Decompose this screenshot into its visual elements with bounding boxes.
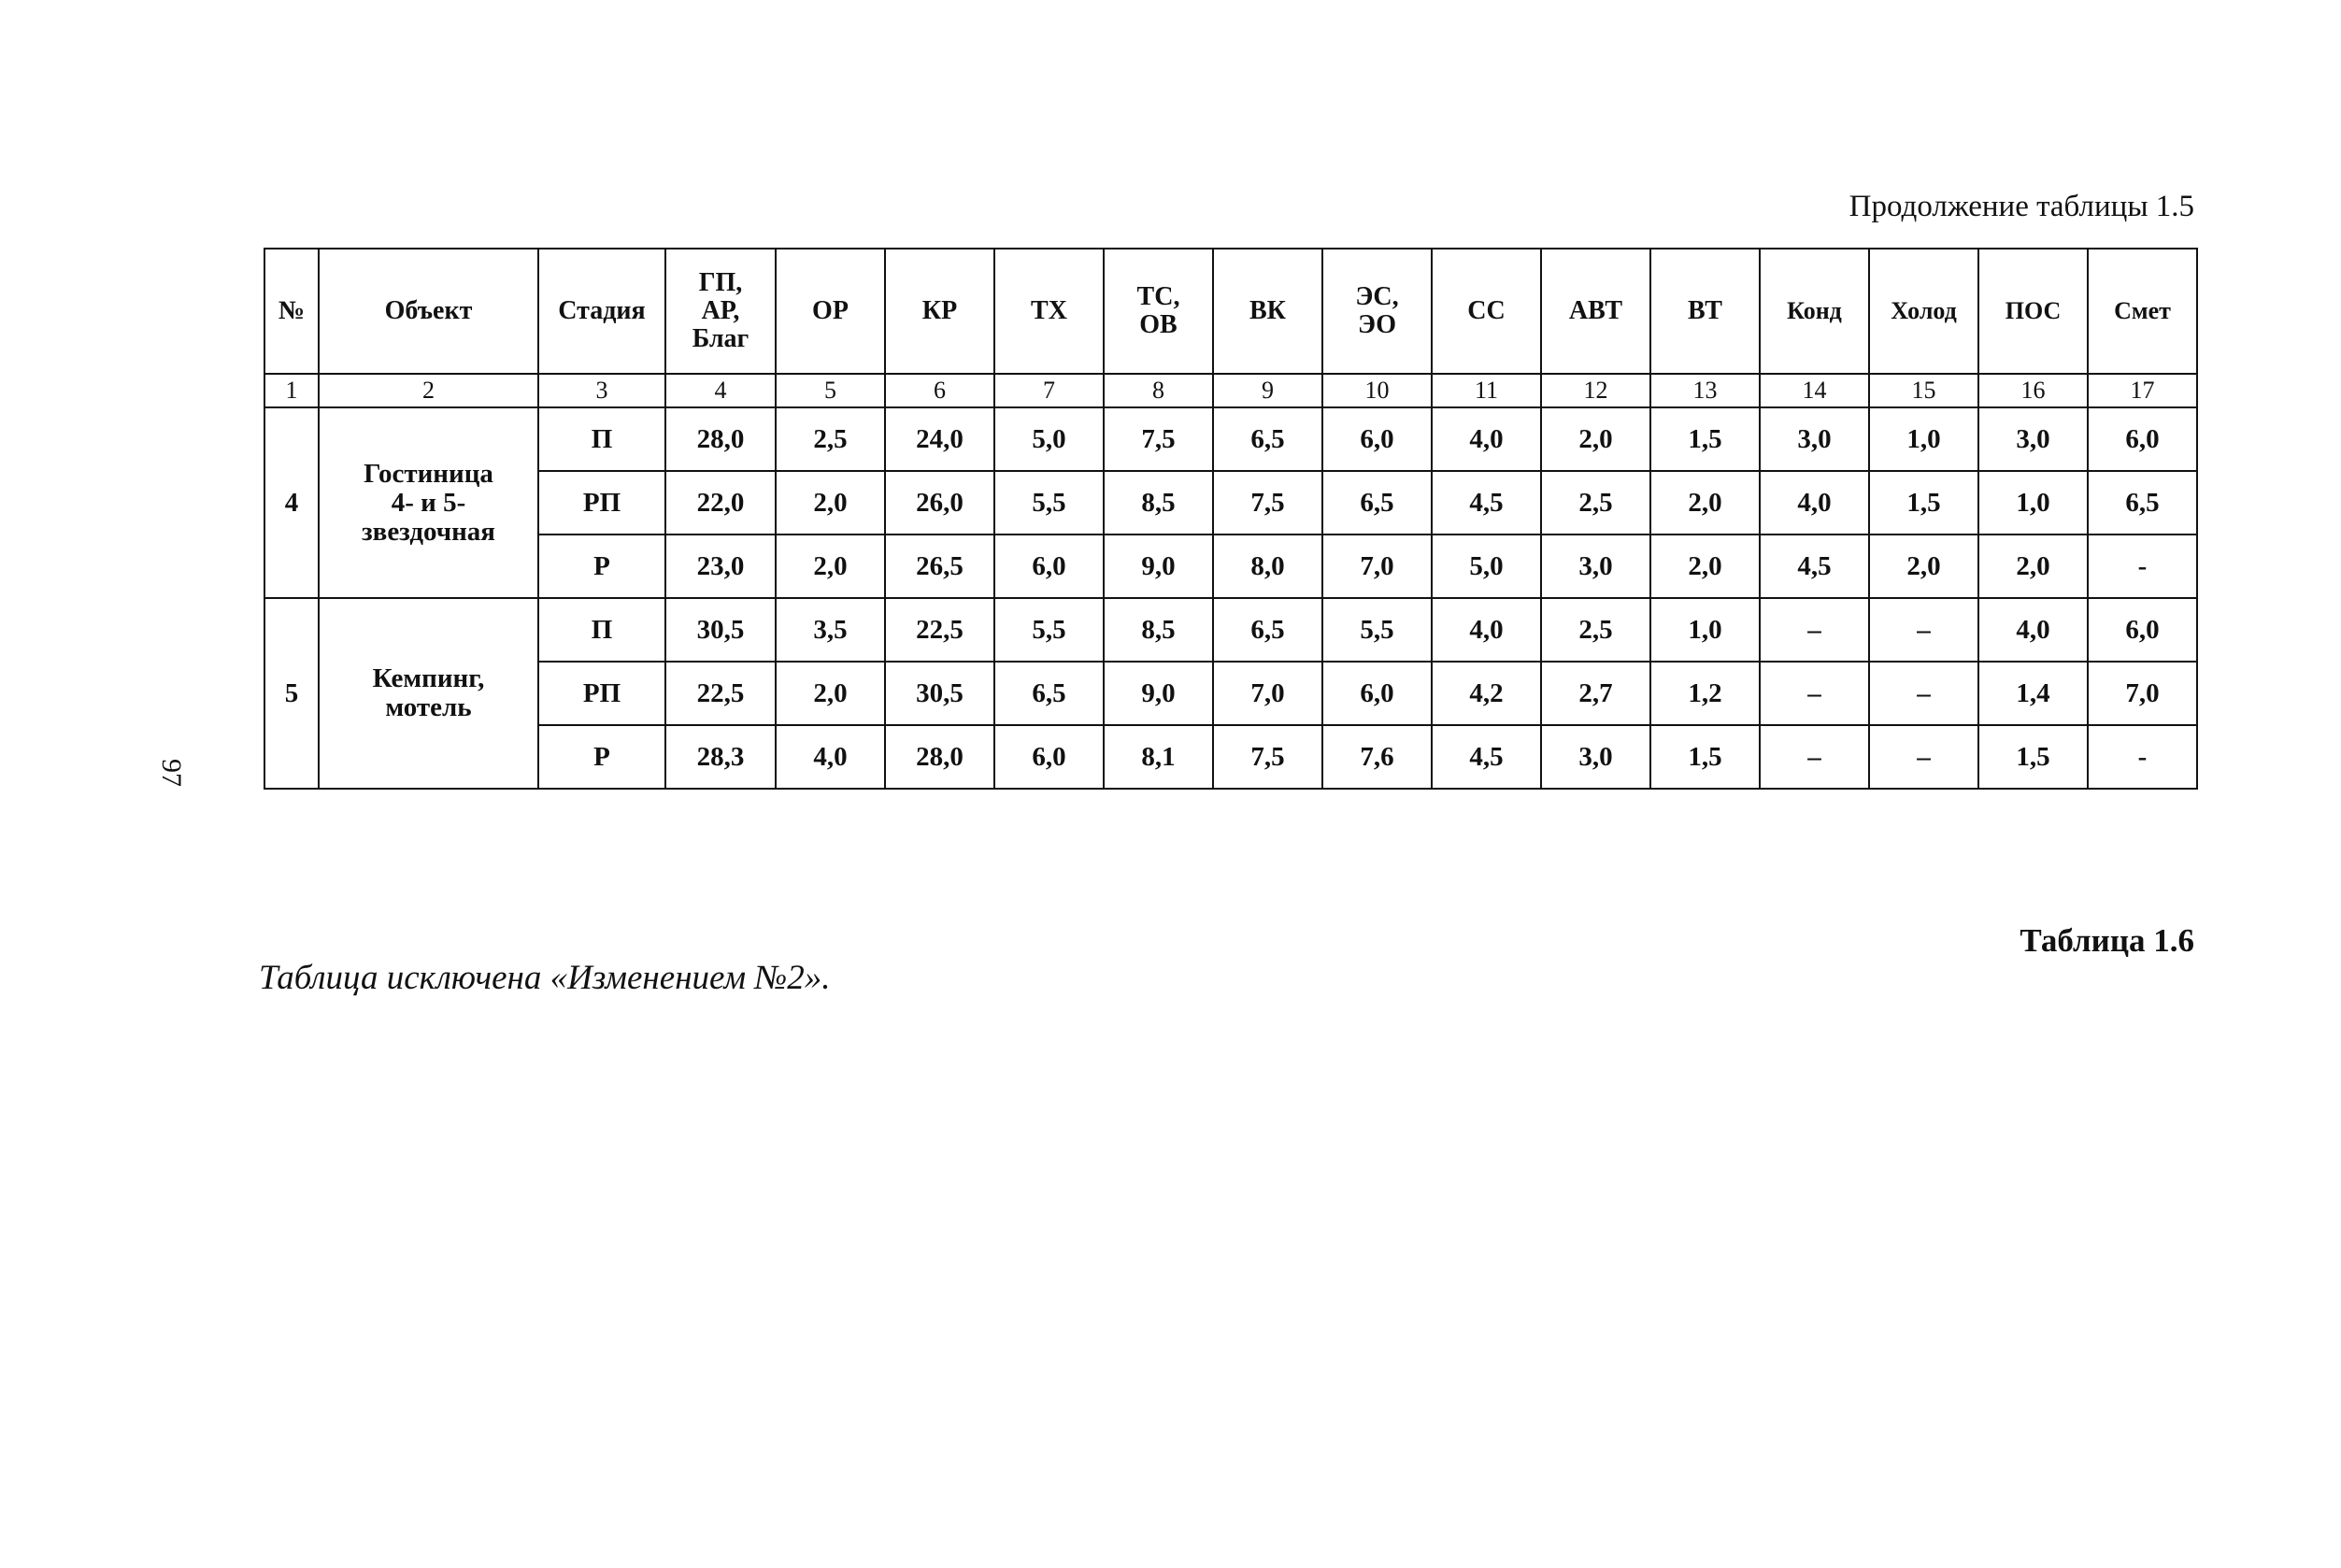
value-cell: 4,0 bbox=[1432, 407, 1541, 471]
column-number: 14 bbox=[1760, 374, 1869, 407]
value-cell: 8,5 bbox=[1104, 598, 1213, 662]
value-cell: 6,0 bbox=[2088, 598, 2197, 662]
table-row bbox=[264, 725, 2197, 789]
column-number: 1 bbox=[264, 374, 319, 407]
value-cell: 7,5 bbox=[1104, 407, 1213, 471]
value-cell: 6,0 bbox=[2088, 407, 2197, 471]
page-number: 97 bbox=[156, 759, 187, 787]
value-cell: 2,0 bbox=[776, 471, 885, 535]
value-cell: 1,5 bbox=[1650, 725, 1760, 789]
value-cell: 1,5 bbox=[1650, 407, 1760, 471]
value-cell: 2,0 bbox=[776, 535, 885, 598]
value-cell: 5,5 bbox=[994, 598, 1104, 662]
column-header: ОР bbox=[776, 249, 885, 374]
value-cell: – bbox=[1760, 725, 1869, 789]
row-number-cell: 5 bbox=[264, 598, 319, 789]
value-cell: 6,0 bbox=[1322, 407, 1432, 471]
value-cell: 4,0 bbox=[776, 725, 885, 789]
table-row bbox=[264, 662, 2197, 725]
column-header: ТХ bbox=[994, 249, 1104, 374]
value-cell: 8,5 bbox=[1104, 471, 1213, 535]
column-number: 9 bbox=[1213, 374, 1322, 407]
value-cell: 7,6 bbox=[1322, 725, 1432, 789]
value-cell: 7,0 bbox=[2088, 662, 2197, 725]
value-cell: 22,5 bbox=[885, 598, 994, 662]
value-cell: 4,0 bbox=[1760, 471, 1869, 535]
column-header: Холод bbox=[1869, 249, 1978, 374]
value-cell: 6,5 bbox=[1213, 598, 1322, 662]
value-cell: 2,0 bbox=[1650, 535, 1760, 598]
value-cell: – bbox=[1869, 662, 1978, 725]
column-header: Стадия bbox=[538, 249, 665, 374]
value-cell: 6,5 bbox=[1213, 407, 1322, 471]
value-cell: 1,2 bbox=[1650, 662, 1760, 725]
value-cell: 4,2 bbox=[1432, 662, 1541, 725]
stage-cell: П bbox=[538, 407, 665, 471]
header-row bbox=[264, 249, 2197, 374]
value-cell: 2,5 bbox=[1541, 598, 1650, 662]
value-cell: 4,5 bbox=[1760, 535, 1869, 598]
column-number: 17 bbox=[2088, 374, 2197, 407]
value-cell: 3,0 bbox=[1760, 407, 1869, 471]
value-cell: 28,0 bbox=[885, 725, 994, 789]
column-header: АВТ bbox=[1541, 249, 1650, 374]
table-row bbox=[264, 598, 2197, 662]
column-number: 11 bbox=[1432, 374, 1541, 407]
column-header: Смет bbox=[2088, 249, 2197, 374]
stage-cell: РП bbox=[538, 471, 665, 535]
column-number: 2 bbox=[319, 374, 538, 407]
value-cell: 6,0 bbox=[1322, 662, 1432, 725]
value-cell: 8,0 bbox=[1213, 535, 1322, 598]
value-cell: – bbox=[1869, 598, 1978, 662]
value-cell: 9,0 bbox=[1104, 662, 1213, 725]
value-cell: 5,0 bbox=[994, 407, 1104, 471]
column-number: 5 bbox=[776, 374, 885, 407]
column-number-row bbox=[264, 374, 2197, 407]
value-cell: 5,5 bbox=[994, 471, 1104, 535]
value-cell: 1,0 bbox=[1869, 407, 1978, 471]
value-cell: 9,0 bbox=[1104, 535, 1213, 598]
column-header: ВК bbox=[1213, 249, 1322, 374]
value-cell: 6,0 bbox=[994, 725, 1104, 789]
value-cell: 1,0 bbox=[1650, 598, 1760, 662]
value-cell: 5,0 bbox=[1432, 535, 1541, 598]
object-cell: Гостиница 4- и 5- звездочная bbox=[319, 407, 538, 598]
value-cell: 3,5 bbox=[776, 598, 885, 662]
column-header: ВТ bbox=[1650, 249, 1760, 374]
column-header: Объект bbox=[319, 249, 538, 374]
value-cell: 3,0 bbox=[1978, 407, 2088, 471]
column-number: 7 bbox=[994, 374, 1104, 407]
table-continuation-label: Продолжение таблицы 1.5 bbox=[1849, 190, 2194, 223]
value-cell: 22,5 bbox=[665, 662, 776, 725]
column-number: 10 bbox=[1322, 374, 1432, 407]
value-cell: 2,0 bbox=[1650, 471, 1760, 535]
value-cell: 2,0 bbox=[1978, 535, 2088, 598]
value-cell: 6,5 bbox=[994, 662, 1104, 725]
value-cell: 4,0 bbox=[1978, 598, 2088, 662]
value-cell: - bbox=[2088, 535, 2197, 598]
object-cell: Кемпинг, мотель bbox=[319, 598, 538, 789]
column-number: 6 bbox=[885, 374, 994, 407]
value-cell: - bbox=[2088, 725, 2197, 789]
column-number: 16 bbox=[1978, 374, 2088, 407]
value-cell: 7,0 bbox=[1213, 662, 1322, 725]
value-cell: 7,5 bbox=[1213, 471, 1322, 535]
stage-cell: Р bbox=[538, 535, 665, 598]
value-cell: 7,5 bbox=[1213, 725, 1322, 789]
table-row bbox=[264, 535, 2197, 598]
column-number: 4 bbox=[665, 374, 776, 407]
value-cell: 2,0 bbox=[1869, 535, 1978, 598]
table-note: Таблица исключена «Изменением №2». bbox=[259, 959, 831, 997]
value-cell: 4,0 bbox=[1432, 598, 1541, 662]
stage-cell: РП bbox=[538, 662, 665, 725]
value-cell: 2,7 bbox=[1541, 662, 1650, 725]
value-cell: 6,5 bbox=[2088, 471, 2197, 535]
column-header: ТС, ОВ bbox=[1104, 249, 1213, 374]
value-cell: 26,5 bbox=[885, 535, 994, 598]
column-header: СС bbox=[1432, 249, 1541, 374]
stage-cell: П bbox=[538, 598, 665, 662]
value-cell: – bbox=[1760, 662, 1869, 725]
value-cell: 3,0 bbox=[1541, 725, 1650, 789]
column-number: 15 bbox=[1869, 374, 1978, 407]
value-cell: 23,0 bbox=[665, 535, 776, 598]
value-cell: 2,5 bbox=[1541, 471, 1650, 535]
value-cell: 2,0 bbox=[776, 662, 885, 725]
table-row bbox=[264, 471, 2197, 535]
column-number: 13 bbox=[1650, 374, 1760, 407]
value-cell: – bbox=[1869, 725, 1978, 789]
value-cell: 2,0 bbox=[1541, 407, 1650, 471]
value-cell: 6,5 bbox=[1322, 471, 1432, 535]
value-cell: 30,5 bbox=[885, 662, 994, 725]
value-cell: 1,4 bbox=[1978, 662, 2088, 725]
data-table bbox=[264, 248, 2198, 790]
column-header: КР bbox=[885, 249, 994, 374]
value-cell: 1,5 bbox=[1869, 471, 1978, 535]
value-cell: 1,0 bbox=[1978, 471, 2088, 535]
value-cell: 30,5 bbox=[665, 598, 776, 662]
value-cell: 28,0 bbox=[665, 407, 776, 471]
stage-cell: Р bbox=[538, 725, 665, 789]
value-cell: 5,5 bbox=[1322, 598, 1432, 662]
value-cell: 3,0 bbox=[1541, 535, 1650, 598]
column-header: Конд bbox=[1760, 249, 1869, 374]
value-cell: 4,5 bbox=[1432, 725, 1541, 789]
table-row bbox=[264, 407, 2197, 471]
table-title: Таблица 1.6 bbox=[2020, 922, 2194, 959]
value-cell: 2,5 bbox=[776, 407, 885, 471]
value-cell: 8,1 bbox=[1104, 725, 1213, 789]
value-cell: 1,5 bbox=[1978, 725, 2088, 789]
value-cell: – bbox=[1760, 598, 1869, 662]
value-cell: 4,5 bbox=[1432, 471, 1541, 535]
value-cell: 24,0 bbox=[885, 407, 994, 471]
value-cell: 22,0 bbox=[665, 471, 776, 535]
value-cell: 7,0 bbox=[1322, 535, 1432, 598]
value-cell: 28,3 bbox=[665, 725, 776, 789]
column-header: ГП, АР, Благ bbox=[665, 249, 776, 374]
column-number: 8 bbox=[1104, 374, 1213, 407]
column-header: № bbox=[264, 249, 319, 374]
value-cell: 26,0 bbox=[885, 471, 994, 535]
column-number: 12 bbox=[1541, 374, 1650, 407]
value-cell: 6,0 bbox=[994, 535, 1104, 598]
column-header: ПОС bbox=[1978, 249, 2088, 374]
row-number-cell: 4 bbox=[264, 407, 319, 598]
column-header: ЭС, ЭО bbox=[1322, 249, 1432, 374]
column-number: 3 bbox=[538, 374, 665, 407]
